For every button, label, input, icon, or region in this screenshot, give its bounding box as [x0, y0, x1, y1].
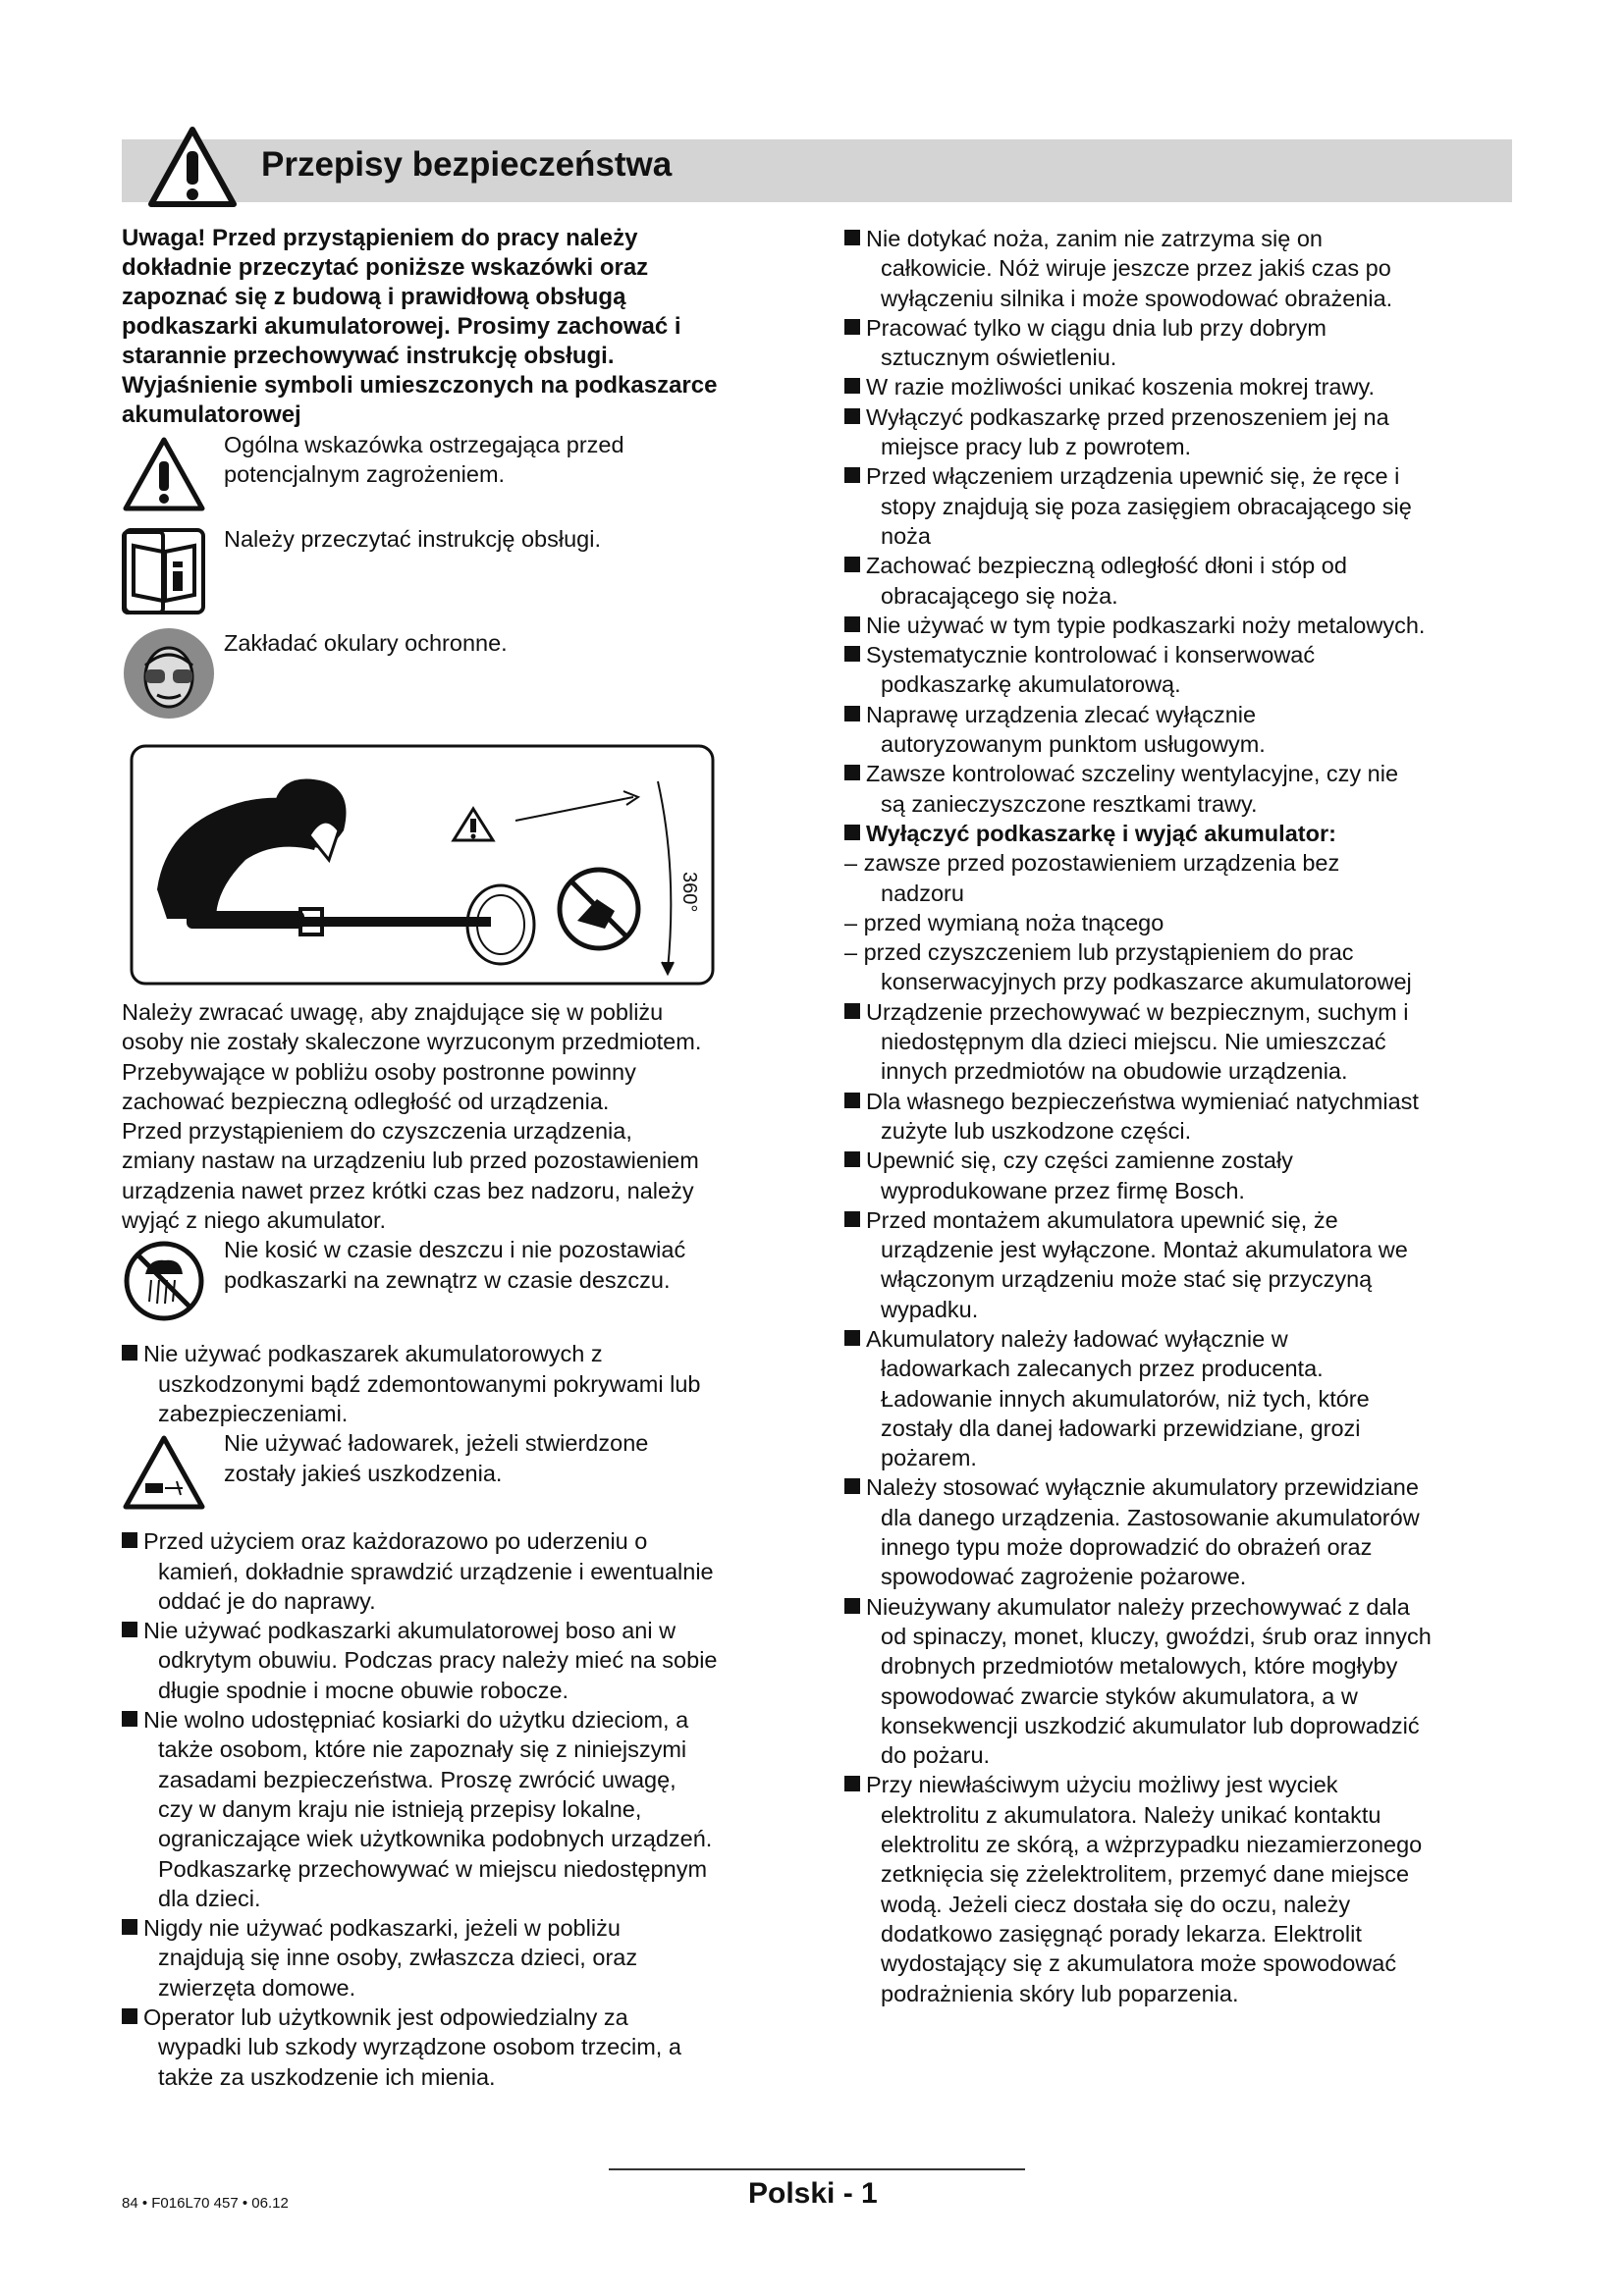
paragraph-remove-battery: Przed przystąpieniem do czyszczenia urządzenia, zmiany nastaw na urządzeniu lub przed pozostawieniem urządzenia nawet przez krótki czas bez nadzoru, należy wyjąć z niego akumulator.	[122, 1118, 699, 1234]
bullet-item: Przy niewłaściwym użyciu możliwy jest wyciek elektrolitu z akumulatora. Należy unikać kontaktu elektrolitu ze skórą, a wżprzypadku niezamierzonego zetknięcia się zżelektrolitem, przemyć dane miejsce wodą. Jeżeli ciecz dostała się do oczu, należy dodatkowo zasięgnąć porady lekarza. Elektrolit wydostający się z akumulatora może spowodować podrażnienia skóry lub poparzenia.	[844, 1770, 1522, 2007]
bullet-item: Zachować bezpieczną odległość dłoni i stóp od obracającego się noża.	[844, 551, 1522, 611]
bullet-item: Należy stosować wyłącznie akumulatory przewidziane dla danego urządzenia. Zastosowanie akumulatorów innego typu może doprowadzić do obrażeń oraz spowodować zagrożenie pożarowe.	[844, 1472, 1522, 1591]
bullet-square-icon	[844, 378, 860, 394]
bullet-item: Przed użyciem oraz każdorazowo po uderzeniu o kamień, dokładnie sprawdzić urządzenie i ewentualnie oddać je do naprawy.	[122, 1526, 809, 1616]
bullet-square-icon	[122, 1711, 137, 1727]
bullet-square-icon	[122, 1919, 137, 1935]
page-title: Przepisy bezpieczeństwa	[261, 145, 673, 184]
bullet-damaged-covers: Nie używać podkaszarek akumulatorowych z uszkodzonymi bądź zdemontowanymi pokrywami lub zabezpieczeniami.	[122, 1339, 809, 1428]
bullet-square-icon	[844, 616, 860, 632]
bullet-square-icon	[122, 1532, 137, 1548]
bullet-square-icon	[844, 1003, 860, 1019]
bullet-item: Urządzenie przechowywać w bezpiecznym, suchym i niedostępnym dla dzieci miejscu. Nie umieszczać innych przedmiotów na obudowie urządzenia.	[844, 997, 1522, 1087]
bullet-square-icon	[844, 1478, 860, 1494]
bullet-square-icon	[844, 825, 860, 840]
left-bullet-list	[122, 1526, 809, 2092]
symbol-safety-glasses: Zakładać okulary ochronne.	[122, 624, 809, 722]
bullet-square-icon	[844, 1093, 860, 1108]
footer-divider	[609, 2168, 1025, 2170]
bullet-square-icon	[122, 1345, 137, 1361]
bullet-square-icon	[122, 2008, 137, 2024]
bullet-square-icon	[844, 1151, 860, 1167]
no-rain-icon	[122, 1239, 206, 1323]
symbol-general-warning: Ogólna wskazówka ostrzegająca przed potencjalnym zagrożeniem.	[122, 430, 809, 507]
symbols-heading: Wyjaśnienie symboli umieszczonych na podkaszarce akumulatorowej	[122, 372, 718, 428]
bullet-square-icon	[844, 557, 860, 572]
bullet-square-icon	[844, 230, 860, 245]
bullet-item: Przed montażem akumulatora upewnić się, że urządzenie jest wyłączone. Montaż akumulatora we włączonym urządzeniu może stać się przyczyną wypadku.	[844, 1205, 1522, 1324]
bullet-item: Upewnić się, czy części zamienne zostały wyprodukowane przez firmę Bosch.	[844, 1146, 1522, 1205]
bullet-square-icon	[122, 1622, 137, 1637]
bullet-square-icon	[844, 319, 860, 335]
bullet-square-icon	[844, 1330, 860, 1346]
bullet-item: Nie dotykać noża, zanim nie zatrzyma się on całkowicie. Nóż wiruje jeszcze przez jakiś czas po wyłączeniu silnika i może spowodować obrażenia.	[844, 224, 1522, 313]
warning-triangle-icon	[147, 126, 238, 208]
bullet-square-icon	[844, 1211, 860, 1227]
footer-doc-code: 84 • F016L70 457 • 06.12	[122, 2195, 289, 2212]
thrown-objects-figure	[128, 742, 717, 988]
open-book-icon	[122, 524, 206, 618]
warning-triangle-icon	[122, 436, 206, 512]
bullet-item: Dla własnego bezpieczeństwa wymieniać natychmiast zużyte lub uszkodzone części.	[844, 1087, 1522, 1147]
dash-item: – przed wymianą noża tnącego	[844, 909, 1164, 935]
bullet-item: Operator lub użytkownik jest odpowiedzialny za wypadki lub szkody wyrządzone osobom trzecim, a także za uszkodzenie ich mienia.	[122, 2002, 809, 2092]
bullet-item: Systematycznie kontrolować i konserwować podkaszarkę akumulatorową.	[844, 640, 1522, 700]
paragraph-bystanders: Należy zwracać uwagę, aby znajdujące się w pobliżu osoby nie zostały skaleczone wyrzuconym przedmiotem.	[122, 999, 702, 1055]
bullet-square-icon	[844, 408, 860, 424]
dash-item: – zawsze przed pozostawieniem urządzenia bez nadzoru	[844, 850, 1340, 906]
bullet-item: W razie możliwości unikać koszenia mokrej trawy.	[844, 372, 1522, 401]
bullet-item: Nie wolno udostępniać kosiarki do użytku dzieciom, a także osobom, które nie zapoznały się z niniejszymi zasadami bezpieczeństwa. Proszę zwrócić uwagę, czy w danym kraju nie istnieją przepisy lokalne, ograniczające wiek użytkownika podobnych urządzeń. Podkaszarkę przechowywać w miejscu niedostępnym dla dzieci.	[122, 1705, 809, 1913]
bullet-square-icon	[844, 1598, 860, 1614]
trimmer-hazard-illustration	[128, 742, 717, 988]
intro-warning: Uwaga! Przed przystąpieniem do pracy należy dokładnie przeczytać poniższe wskazówki oraz zapoznać się z budową i prawidłową obsługą podkaszarki akumulatorowej. Prosimy zachować i starannie przechowywać instrukcję obsługi.	[122, 225, 681, 369]
bullet-item: Wyłączyć podkaszarkę przed przenoszeniem jej na miejsce pracy lub z powrotem.	[844, 402, 1522, 462]
safety-goggles-icon	[122, 626, 216, 721]
bullet-item: Nieużywany akumulator należy przechowywać z dala od spinaczy, monet, kluczy, gwoździ, śrub oraz innych drobnych przedmiotów metalowych, które mogłyby spowodować zwarcie styków akumulatora, a w konsekwencji uszkodzić akumulator lub doprowadzić do pożaru.	[844, 1592, 1522, 1771]
symbol-read-manual: Należy przeczytać instrukcję obsługi.	[122, 524, 809, 618]
bullet-item: Nie używać podkaszarki akumulatorowej boso ani w odkrytym obuwiu. Podczas pracy należy mieć na sobie długie spodnie i mocne obuwie robocze.	[122, 1616, 809, 1705]
bullet-square-icon	[844, 646, 860, 662]
dash-item: – przed czyszczeniem lub przystąpieniem do prac konserwacyjnych przy podkaszarce akumulatorowej	[844, 939, 1412, 995]
footer-page-number: Polski - 1	[748, 2177, 878, 2210]
bullet-item: Akumulatory należy ładować wyłącznie w ładowarkach zalecanych przez producenta. Ładowanie innych akumulatorów, niż tych, które zostały dla danej ładowarki przewidziane, grozi pożarem.	[844, 1324, 1522, 1472]
left-column	[122, 224, 809, 2092]
bullet-item: Naprawę urządzenia zlecać wyłącznie autoryzowanym punktom usługowym.	[844, 700, 1522, 760]
symbol-damaged-charger: Nie używać ładowarek, jeżeli stwierdzone zostały jakieś uszkodzenia.	[122, 1428, 809, 1513]
bullet-square-icon	[844, 765, 860, 780]
bullet-item: Nigdy nie używać podkaszarki, jeżeli w pobliżu znajdują się inne osoby, zwłaszcza dzieci, oraz zwierzęta domowe.	[122, 1913, 809, 2002]
bullet-item: Zawsze kontrolować szczeliny wentylacyjne, czy nie są zanieczyszczone resztkami trawy.	[844, 759, 1522, 819]
right-column	[844, 224, 1522, 2008]
bullet-item: Przed włączeniem urządzenia upewnić się, że ręce i stopy znajdują się poza zasięgiem obracającego się noża	[844, 461, 1522, 551]
bullet-square-icon	[844, 467, 860, 483]
bullet-square-icon	[844, 1776, 860, 1791]
symbol-no-rain: Nie kosić w czasie deszczu i nie pozostawiać podkaszarki na zewnątrz w czasie deszczu.	[122, 1235, 809, 1325]
bullet-item: Nie używać w tym typie podkaszarki noży metalowych.	[844, 611, 1522, 640]
bullet-switch-off-heading: Wyłączyć podkaszarkę i wyjąć akumulator:	[844, 819, 1522, 848]
charger-warning-icon	[122, 1434, 206, 1511]
section-header	[122, 139, 1512, 202]
bullet-square-icon	[844, 706, 860, 721]
rotation-angle-label: 360°	[678, 872, 700, 913]
paragraph-safe-distance: Przebywające w pobliżu osoby postronne powinny zachować bezpieczną odległość od urządzenia.	[122, 1058, 636, 1114]
bullet-item: Pracować tylko w ciągu dnia lub przy dobrym sztucznym oświetleniu.	[844, 313, 1522, 373]
